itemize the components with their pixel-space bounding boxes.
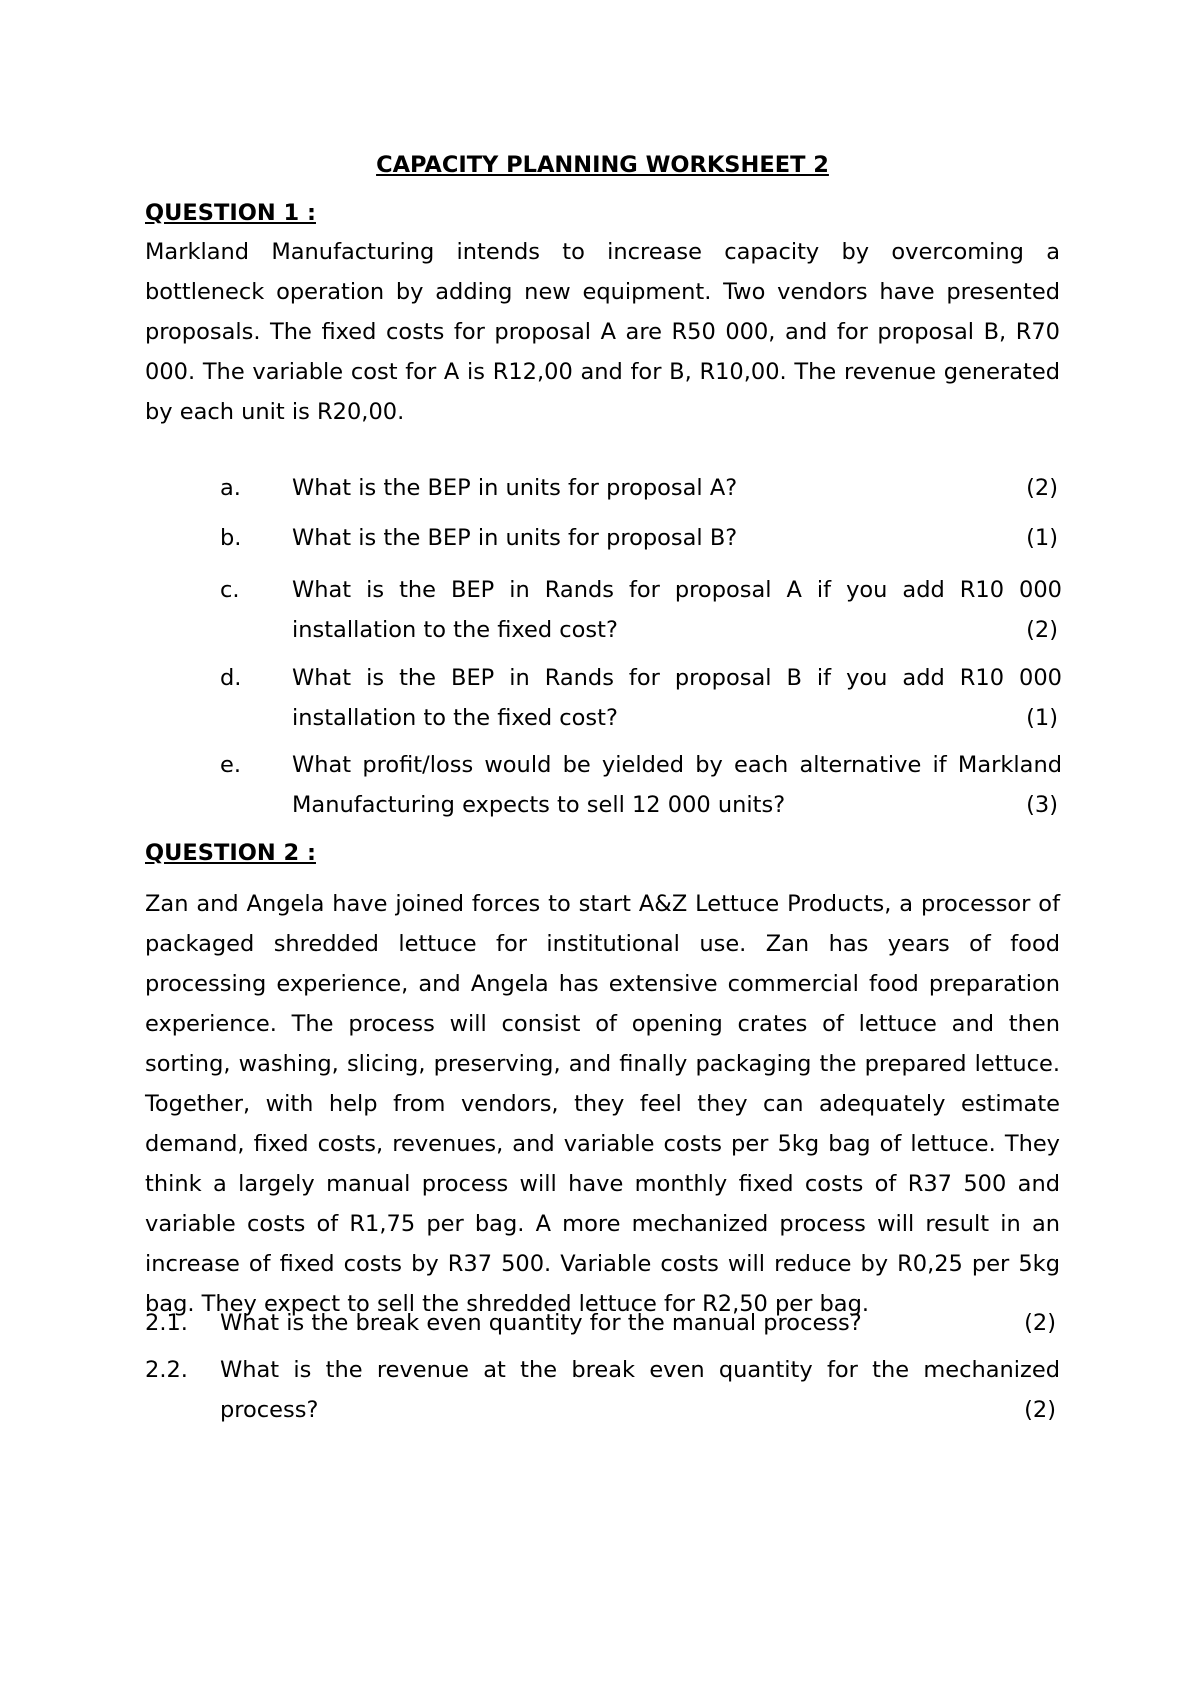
item-label: c.: [220, 577, 240, 603]
item-text: What is the revenue at the break even quantity for the mechanized process? (2): [220, 1350, 1060, 1430]
item-label: b.: [220, 525, 242, 551]
item-marks: (1): [1026, 525, 1058, 551]
question-2-intro: Zan and Angela have joined forces to start A&Z Lettuce Products, a processor of packaged shredded lettuce for institutional use. Zan has years of food processing experience, and Angela has extensive commercial food preparation experience. The process will consist of opening crates of lettuce and then sorting, washing, slicing, preserving, and finally packaging the prepared lettuce. Together, with help from vendors, they feel they can adequately estimate demand, fixed costs, revenues, and variable costs per 5kg bag of lettuce. They think a largely manual process will have monthly fixed costs of R37 500 and variable costs of R1,75 per bag. A more mechanized process will result in an increase of fixed costs by R37 500. Variable costs will reduce by R0,25 per 5kg bag. They expect to sell the shredded lettuce for R2,50 per bag.: [145, 891, 1060, 1317]
item-text: What is the BEP in Rands for proposal B if you add R10 000 installation to the fixed cost? (1): [292, 658, 1062, 738]
item-label: d.: [220, 665, 242, 691]
item-marks: (2): [1024, 1310, 1056, 1336]
item-marks: (3): [1026, 792, 1058, 818]
item-marks: (2): [1026, 617, 1058, 643]
item-label: 2.2.: [145, 1357, 188, 1383]
item-text: What is the BEP in Rands for proposal A if you add R10 000 installation to the fixed cost? (2): [292, 570, 1062, 650]
item-marks: (2): [1024, 1397, 1056, 1423]
item-marks: (1): [1026, 705, 1058, 731]
page-title: CAPACITY PLANNING WORKSHEET 2: [376, 152, 829, 178]
item-label: 2.1.: [145, 1310, 188, 1336]
item-text: What profit/loss would be yielded by each alternative if Markland Manufacturing expects to sell 12 000 units? (3): [292, 745, 1062, 825]
item-text: What is the BEP in units for proposal B? (1): [292, 518, 1062, 558]
item-marks: (2): [1026, 475, 1058, 501]
question-2-heading: QUESTION 2 :: [145, 840, 316, 866]
item-label: a.: [220, 475, 241, 501]
item-label: e.: [220, 752, 241, 778]
question-1-intro: Markland Manufacturing intends to increase capacity by overcoming a bottleneck operation by adding new equipment. Two vendors have presented proposals. The fixed costs for proposal A are R50 000, and for proposal B, R70 000. The variable cost for A is R12,00 and for B, R10,00. The revenue generated by each unit is R20,00.: [145, 239, 1060, 425]
item-text: What is the BEP in units for proposal A? (2): [292, 468, 1062, 508]
question-1-heading: QUESTION 1 :: [145, 200, 316, 226]
item-text: What is the break even quantity for the manual process? (2): [220, 1303, 1060, 1343]
